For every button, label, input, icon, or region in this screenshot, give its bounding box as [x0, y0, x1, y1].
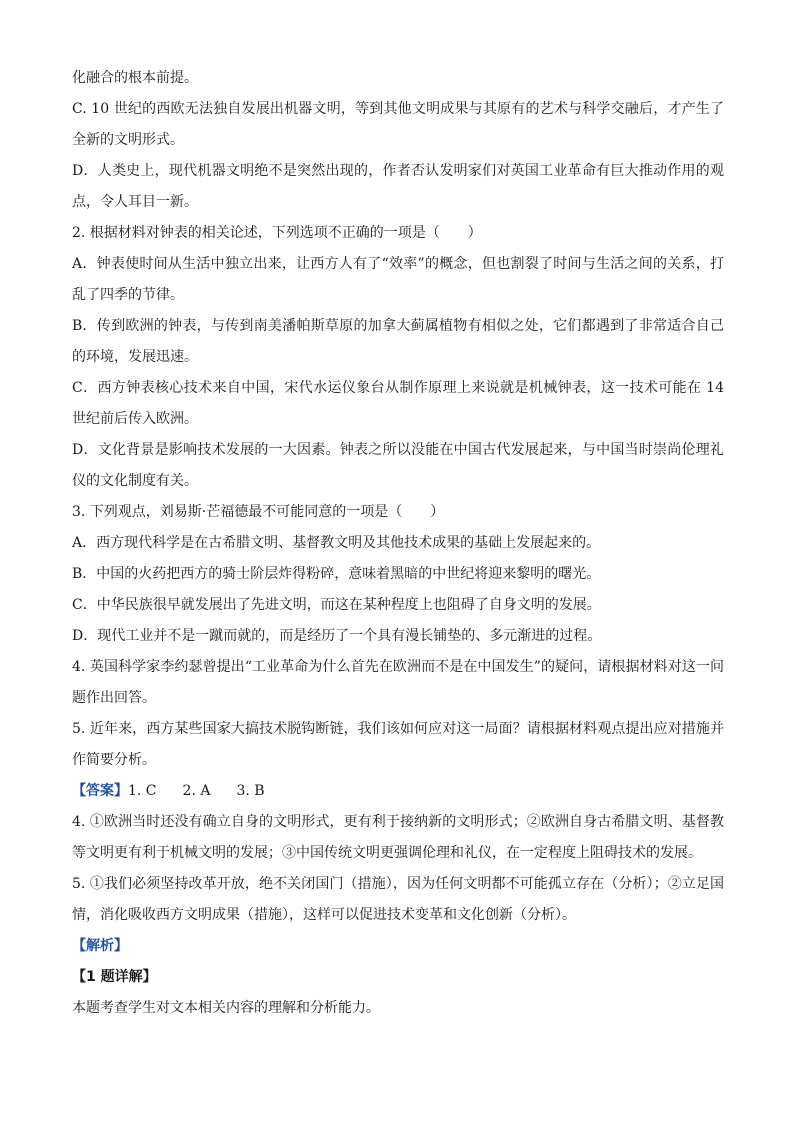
q3-option-b: B．中国的火药把西方的骑士阶层炸得粉碎，意味着黑暗的中世纪将迎来黎明的曙光。: [72, 566, 601, 582]
answer-item-3: 3. B: [236, 783, 265, 799]
analysis-heading: [72, 931, 724, 962]
document-body: [72, 63, 724, 1024]
q3-option-d: D．现代工业并不是一蹴而就的，而是经历了一个具有漫长铺垫的、多元渐进的过程。: [72, 628, 602, 644]
detail-heading: [72, 962, 724, 993]
answer-4: 4. ①欧洲当时还没有确立自身的文明形式，更有利于接纳新的文明形式；②欧洲自身古希腊文明、基督教等文明更有利于机械文明的发展；③中国传统文明更强调伦理和礼仪，在一定程度上阻碍技术的发展。: [72, 814, 724, 861]
q3-option-c: C．中华民族很早就发展出了先进文明，而这在某种程度上也阻碍了自身文明的发展。: [72, 597, 601, 613]
q1-option-d: D．人类史上，现代机器文明绝不是突然出现的，作者否认发明家们对英国工业革命有巨大推动作用的观点，令人耳目一新。: [72, 163, 724, 210]
answer-line: [72, 776, 724, 807]
analysis-tag: 【解析】: [72, 938, 128, 954]
question-4-stem: 4. 英国科学家李约瑟曾提出“工业革命为什么首先在欧洲而不是在中国发生”的疑问，请根据材料对这一问题作出回答。: [72, 659, 724, 706]
detail-tag: 【1 题详解】: [72, 969, 157, 985]
detail-text: 本题考查学生对文本相关内容的理解和分析能力。: [72, 1000, 380, 1016]
answer-item-1: 1. C: [128, 783, 157, 799]
q2-option-b: B．传到欧洲的钟表，与传到南美潘帕斯草原的加拿大蓟属植物有相似之处，它们都遇到了非常适合自己的环境，发展迅速。: [72, 318, 724, 365]
answer-tag: 【答案】: [72, 783, 128, 799]
answer-item-2: 2. A: [182, 783, 211, 799]
q1-option-c: C. 10 世纪的西欧无法独自发展出机器文明，等到其他文明成果与其原有的艺术与科学交融后，才产生了全新的文明形式。: [72, 101, 724, 148]
answer-5: 5. ①我们必须坚持改革开放，绝不关闭国门（措施），因为任何文明都不可能孤立存在（分析）；②立足国情，消化吸收西方文明成果（措施），这样可以促进技术变革和文化创新（分析）。: [72, 876, 724, 923]
q3-option-a: A．西方现代科学是在古希腊文明、基督教文明及其他技术成果的基础上发展起来的。: [72, 535, 601, 551]
question-3-stem: 3. 下列观点，刘易斯·芒福德最不可能同意的一项是（ ）: [72, 504, 445, 520]
q2-option-d: D．文化背景是影响技术发展的一大因素。钟表之所以没能在中国古代发展起来，与中国当时崇尚伦理礼仪的文化制度有关。: [72, 442, 724, 489]
paragraph-continuation: 化融合的根本前提。: [72, 70, 198, 86]
question-5-stem: 5. 近年来，西方某些国家大搞技术脱钩断链，我们该如何应对这一局面？请根据材料观点提出应对措施并作简要分析。: [72, 721, 724, 768]
q2-option-c: C．西方钟表核心技术来自中国，宋代水运仪象台从制作原理上来说就是机械钟表，这一技术可能在 14 世纪前后传入欧洲。: [72, 380, 724, 427]
question-2-stem: 2. 根据材料对钟表的相关论述，下列选项不正确的一项是（ ）: [72, 225, 482, 241]
q2-option-a: A．钟表使时间从生活中独立出来，让西方人有了“效率”的概念，但也割裂了时间与生活之间的关系，打乱了四季的节律。: [72, 256, 724, 303]
